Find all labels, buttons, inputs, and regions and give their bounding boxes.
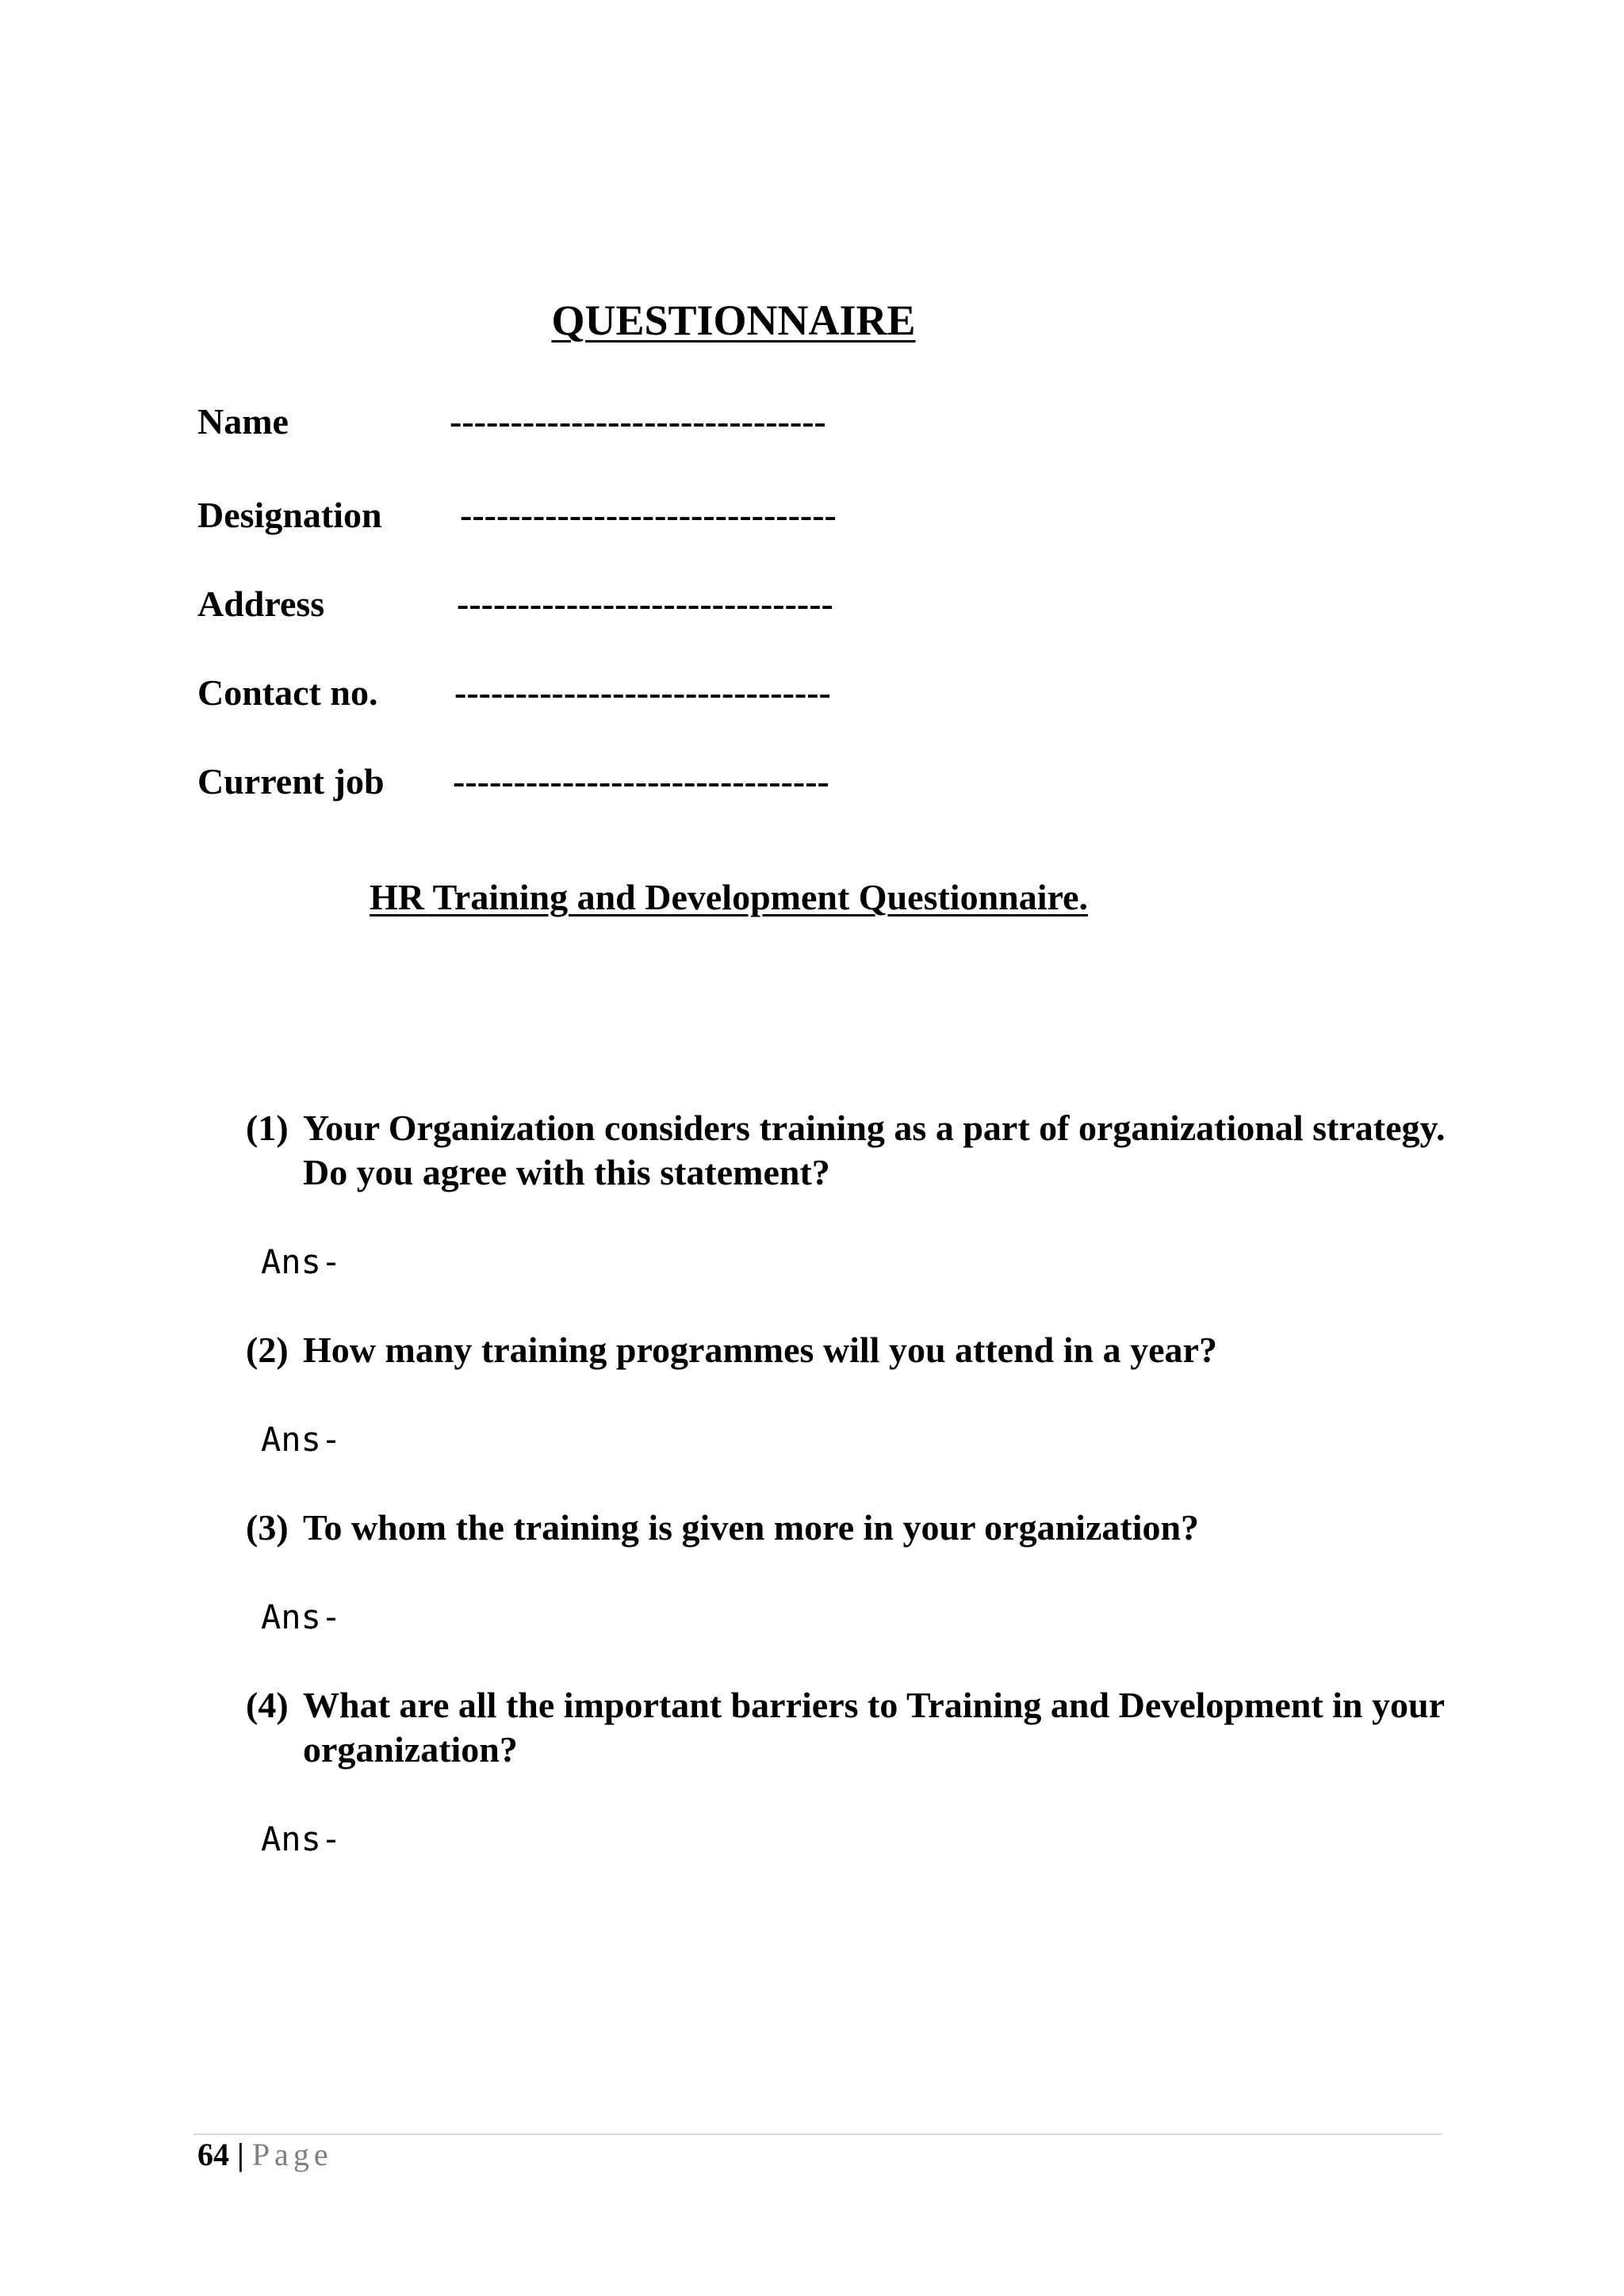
question-text: What are all the important barriers to Training and Development in your organization? (303, 1685, 1445, 1770)
question-number: (4) (246, 1685, 289, 1725)
answer-label: Ans- (261, 1820, 342, 1858)
question-number: (3) (246, 1507, 289, 1548)
section-subtitle: HR Training and Development Questionnaire. (370, 877, 1089, 917)
footer-divider (193, 2133, 1442, 2135)
question-text: Your Organization considers training as a part of organizational strategy. Do you agree with this statement? (303, 1108, 1446, 1192)
page-title: QUESTIONNAIRE (551, 297, 916, 344)
blank-line: ------------------------------- (457, 584, 833, 624)
question-item (246, 1106, 1451, 1195)
page-footer (197, 2136, 333, 2174)
page-number: 64 (197, 2137, 229, 2172)
question-text: To whom the training is given more in your organization? (303, 1507, 1200, 1548)
page-word: Page (251, 2137, 333, 2172)
footer-separator: | (237, 2137, 244, 2172)
field-current-job (197, 760, 829, 803)
field-name (197, 400, 826, 443)
field-label: Contact no. (197, 672, 378, 713)
question-number: (2) (246, 1330, 289, 1370)
field-label: Current job (197, 761, 385, 802)
field-designation (197, 493, 837, 537)
answer-label: Ans- (261, 1598, 342, 1636)
blank-line: ------------------------------- (453, 761, 829, 802)
field-contact-no (197, 671, 831, 714)
field-label: Address (197, 584, 325, 624)
blank-line: ------------------------------- (460, 495, 837, 535)
answer-label: Ans- (261, 1420, 342, 1459)
field-label: Name (197, 401, 289, 442)
question-item (246, 1328, 1451, 1372)
field-address (197, 582, 833, 626)
question-number: (1) (246, 1108, 289, 1148)
question-item (246, 1683, 1451, 1772)
answer-label: Ans- (261, 1242, 342, 1281)
blank-line: ------------------------------- (454, 672, 831, 713)
blank-line: ------------------------------- (450, 401, 826, 442)
question-text: How many training programmes will you attend in a year? (303, 1330, 1217, 1370)
field-label: Designation (197, 495, 382, 535)
question-item (246, 1506, 1451, 1550)
